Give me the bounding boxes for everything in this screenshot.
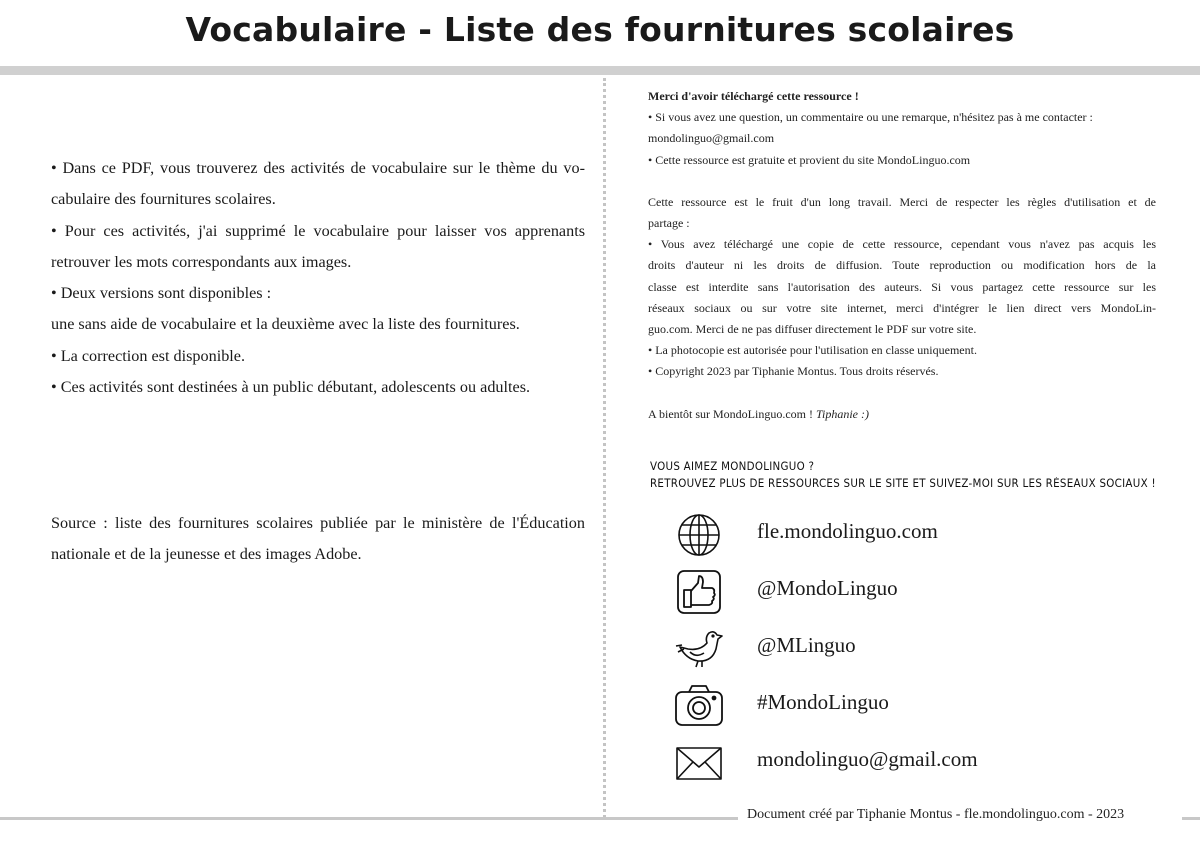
bird-icon [672,625,726,673]
title-rule [0,66,1200,75]
social-email[interactable] [672,739,1192,787]
closing-line [648,404,1156,425]
globe-icon [672,511,726,559]
rules-line: guo.com. Merci de ne pas diffuser directement le PDF sur votre site. [648,322,977,337]
source-note [51,508,585,571]
envelope-icon [672,739,726,787]
social-label[interactable]: #MondoLinguo [757,690,889,714]
bullet-line: cabulaire des fournitures scolaires. [51,190,276,209]
social-website[interactable] [672,511,1192,559]
bullet-line: • Deux versions sont disponibles : [51,284,272,303]
source-line: Source : liste des fournitures scolaires publiée par le ministère de l'Éducation [51,514,585,532]
rules-line: classe est interdite sans l'autorisation des auteurs. Si vous partagez cette ressource sur les [648,279,1156,294]
promo-line-2: RETROUVEZ PLUS DE RESSOURCES SUR LE SITE ET SUIVEZ-MOI SUR LES RÉSEAUX SOCIAUX ! [650,477,1156,490]
footer-rule [1182,817,1200,820]
spacer [648,383,1156,404]
source-line: nationale et de la jeunesse et des images Adobe. [51,545,362,564]
social-label[interactable]: @MLinguo [757,633,856,657]
footer-rule [0,817,738,820]
bullet-line: • Dans ce PDF, vous trouverez des activités de vocabulaire sur le thème du vo- [51,159,585,177]
rules-line: partage : [648,216,690,231]
rules-line: Cette ressource est le fruit d'un long travail. Merci de respecter les règles d'utilisation et de [648,194,1156,209]
promo-line-1: VOUS AIMEZ MONDOLINGUO ? [650,460,815,473]
social-facebook[interactable] [672,568,1192,616]
social-instagram[interactable] [672,682,1192,730]
social-twitter[interactable] [672,625,1192,673]
social-label[interactable]: fle.mondolinguo.com [757,519,938,543]
footer-credit: Document créé par Tiphanie Montus - fle.mondolinguo.com - 2023 [747,807,1125,822]
rules-line: • Vous avez téléchargé une copie de cette ressource, cependant vous n'avez pas acquis les [648,237,1156,252]
signature: Tiphanie :) [816,406,869,421]
rules-line: droits d'auteur ni les droits de diffusion. Toute reproduction ou modification hors de la [648,258,1156,273]
activity-description [51,153,585,403]
column-divider [603,78,606,818]
closing-text: A bientôt sur MondoLinguo.com ! [648,406,813,421]
bullet-line: • La correction est disponible. [51,346,246,365]
thumbs-up-icon [672,568,726,616]
license-notice [648,86,1156,425]
spacer [648,171,1156,192]
page-title: Vocabulaire - Liste des fournitures scolaires [185,10,1015,49]
bullet-line: retrouver les mots correspondants aux images. [51,252,352,271]
bullet-line: • Pour ces activités, j'ai supprimé le vocabulaire pour laisser vos apprenants [51,221,585,240]
rules-line: réseaux sociaux ou sur votre site internet, merci d'intégrer le lien direct vers MondoLin- [648,300,1156,315]
social-label[interactable]: mondolinguo@gmail.com [757,747,978,771]
rules-line: • La photocopie est autorisée pour l'utilisation en classe uniquement. [648,343,977,358]
intro-line: • Si vous avez une question, un commentaire ou une remarque, n'hésitez pas à me contacter : [648,110,1093,125]
social-promo [650,458,1170,492]
bullet-line: • Ces activités sont destinées à un public débutant, adolescents ou adultes. [51,378,531,397]
rules-line: • Copyright 2023 par Tiphanie Montus. Tous droits réservés. [648,364,939,379]
bullet-line: une sans aide de vocabulaire et la deuxième avec la liste des fournitures. [51,315,520,334]
camera-icon [672,682,726,730]
thanks-heading: Merci d'avoir téléchargé cette ressource ! [648,89,859,103]
contact-email[interactable]: mondolinguo@gmail.com [648,131,775,146]
intro-line: • Cette ressource est gratuite et provient du site MondoLinguo.com [648,152,971,167]
social-label[interactable]: @MondoLinguo [757,576,898,600]
